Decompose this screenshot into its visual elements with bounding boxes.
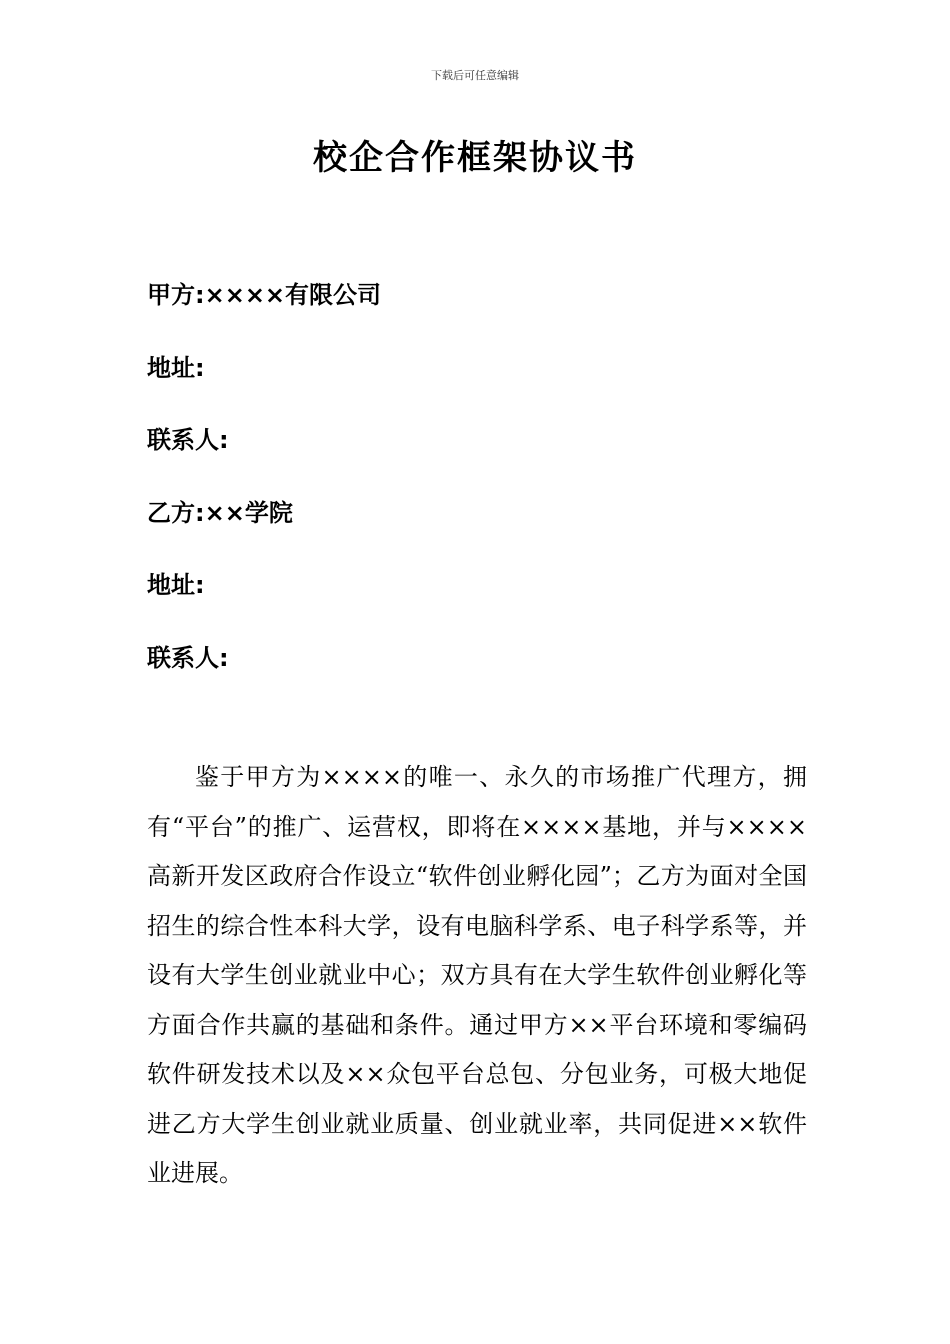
party-b-name: 乙方:××学院: [147, 498, 293, 527]
party-info-block: [147, 276, 807, 711]
party-a-contact: 联系人:: [147, 426, 229, 454]
party-b-address: 地址:: [147, 571, 205, 599]
body-paragraph: 鉴于甲方为××××的唯一、永久的市场推广代理方，拥有“平台”的推广、运营权，即将在××××基地，并与××××高新开发区政府合作设立“软件创业孵化园”；乙方为面对全国招生的综合性本科大学，设有电脑科学系、电子科学系等，并设有大学生创业就业中心；双方具有在大学生软件创业孵化等方面合作共赢的基础和条件。通过甲方××平台环境和零编码软件研发技术以及××众包平台总包、分包业务，可极大地促进乙方大学生创业就业质量、创业就业率，共同促进××软件业进展。: [147, 763, 807, 1187]
document-title: 校企合作框架协议书: [313, 138, 637, 178]
header-note: 下载后可任意编辑: [431, 69, 519, 82]
party-a-name: 甲方:××××有限公司: [147, 281, 382, 309]
party-a-address: 地址:: [147, 353, 205, 382]
party-b-contact: 联系人:: [147, 643, 229, 672]
